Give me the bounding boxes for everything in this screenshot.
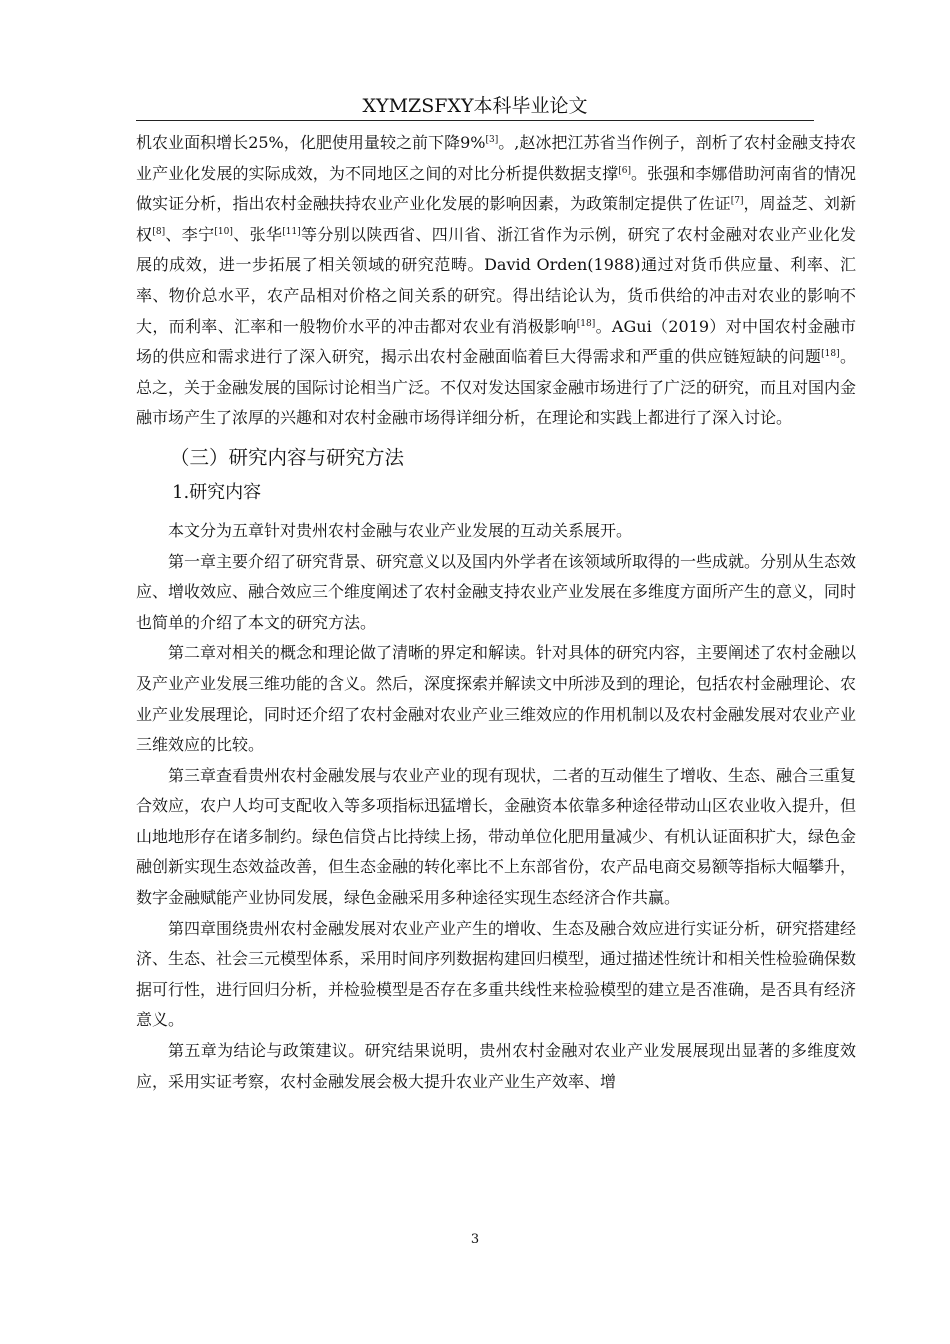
page-number: 3: [470, 1232, 480, 1247]
subsection-heading: 1.研究内容: [172, 481, 262, 503]
chapter2-paragraph: 第二章对相关的概念和理论做了清晰的界定和解读。针对具体的研究内容，主要阐述了农村金融以及产业产业发展三维功能的含义。然后，深度探索并解读文中所涉及到的理论，包括农村金融理论、农业产业发展理论，同时还介绍了农村金融对农业产业三维效应的作用机制以及农村金融发展对农业产业三维效应的比较。: [136, 643, 857, 755]
citation-ref: [18]: [576, 318, 596, 329]
chapter3-paragraph: 第三章查看贵州农村金融发展与农业产业的现有现状，二者的互动催生了增收、生态、融合三重复合效应，农户人均可支配收入等多项指标迅猛增长，金融资本依靠多种途径带动山区农业收入提升，但山地地形存在诸多制约。绿色信贷占比持续上扬，带动单位化肥用量减少、有机认证面积扩大，绿色金融创新实现生态效益改善，但生态金融的转化率比不上东部省份，农产品电商交易额等指标大幅攀升，数字金融赋能产业协同发展，绿色金融采用多种途径实现生态经济合作共赢。: [136, 765, 857, 908]
document-body: [136, 128, 856, 1097]
text-segment: 机农业面积增长25%，化肥使用量较之前下降9%: [136, 133, 486, 152]
text-segment: 。AGui（2019）对中国农村金融市场的供应和需求进行了深入研究，揭示出农村金融面临着巨大得需求和严重的供应链短缺的问题: [136, 316, 856, 367]
chapter5-paragraph: 第五章为结论与政策建议。研究结果说明，贵州农村金融对农业产业发展展现出显著的多维度效应，采用实证考察，农村金融发展会极大提升农业产业生产效率、增: [136, 1041, 856, 1091]
chapter1-paragraph: 第一章主要介绍了研究背景、研究意义以及国内外学者在该领域所取得的一些成就。分别从生态效应、增收效应、融合效应三个维度阐述了农村金融支持农业产业发展在多维度方面所产生的意义，同时也简单的介绍了本文的研究方法。: [136, 551, 857, 632]
citation-ref: [8]: [152, 226, 166, 237]
text-segment: 。总之，关于金融发展的国际讨论相当广泛。不仅对发达国家金融市场进行了广泛的研究，而且对国内金融市场产生了浓厚的兴趣和对农村金融市场得详细分析，在理论和实践上都进行了深入讨论。: [136, 347, 857, 428]
header-title: XYMZSFXY本科毕业论文: [362, 95, 588, 117]
intro-paragraph: 本文分为五章针对贵州农村金融与农业产业发展的互动关系展开。: [168, 520, 633, 540]
chapter4-paragraph: 第四章围绕贵州农村金融发展对农业产业产生的增收、生态及融合效应进行实证分析，研究搭建经济、生态、社会三元模型体系，采用时间序列数据构建回归模型，通过描述性统计和相关性检验确保数据可行性，进行回归分析，并检验模型是否存在多重共线性来检验模型的建立是否准确，是否具有经济意义。: [136, 918, 857, 1030]
text-segment: ，周益芝、刘新权: [136, 194, 856, 244]
text-segment: 。,赵冰把江苏省当作例子，剖析了农村金融支持农业产业化发展的实际成效，为不同地区之间的对比分析提供数据支撑: [136, 133, 856, 183]
citation-ref: [11]: [282, 226, 301, 237]
page-header: [136, 92, 814, 121]
text-segment: 、张华: [232, 224, 283, 244]
citation-ref: [7]: [730, 196, 744, 207]
text-segment: 、李宁: [165, 224, 215, 244]
text-segment: 等分别以陕西省、四川省、浙江省作为示例，研究了农村金融对农业产业化发展的成效，进一步拓展了相关领域的研究范畴。David Orden(1988)通过对货币供应量、利率、汇率、物价总水平，农产品相对价格之间关系的研究。得出结论认为，货币供给的冲击对农业的影响不大，而利率、汇率和一般物价水平的冲击都对农业有消极影响: [136, 224, 856, 336]
literature-review-paragraph: [136, 128, 856, 434]
section-heading: （三）研究内容与研究方法: [170, 445, 405, 469]
citation-ref: [3]: [485, 135, 499, 145]
citation-ref: [6]: [618, 165, 631, 176]
citation-ref: [18]: [821, 349, 840, 360]
citation-ref: [10]: [214, 226, 233, 237]
text-segment: 。张强和李娜借助河南省的情况做实证分析，指出农村金融扶持农业产业化发展的影响因素，为政策制定提供了佐证: [136, 163, 856, 214]
